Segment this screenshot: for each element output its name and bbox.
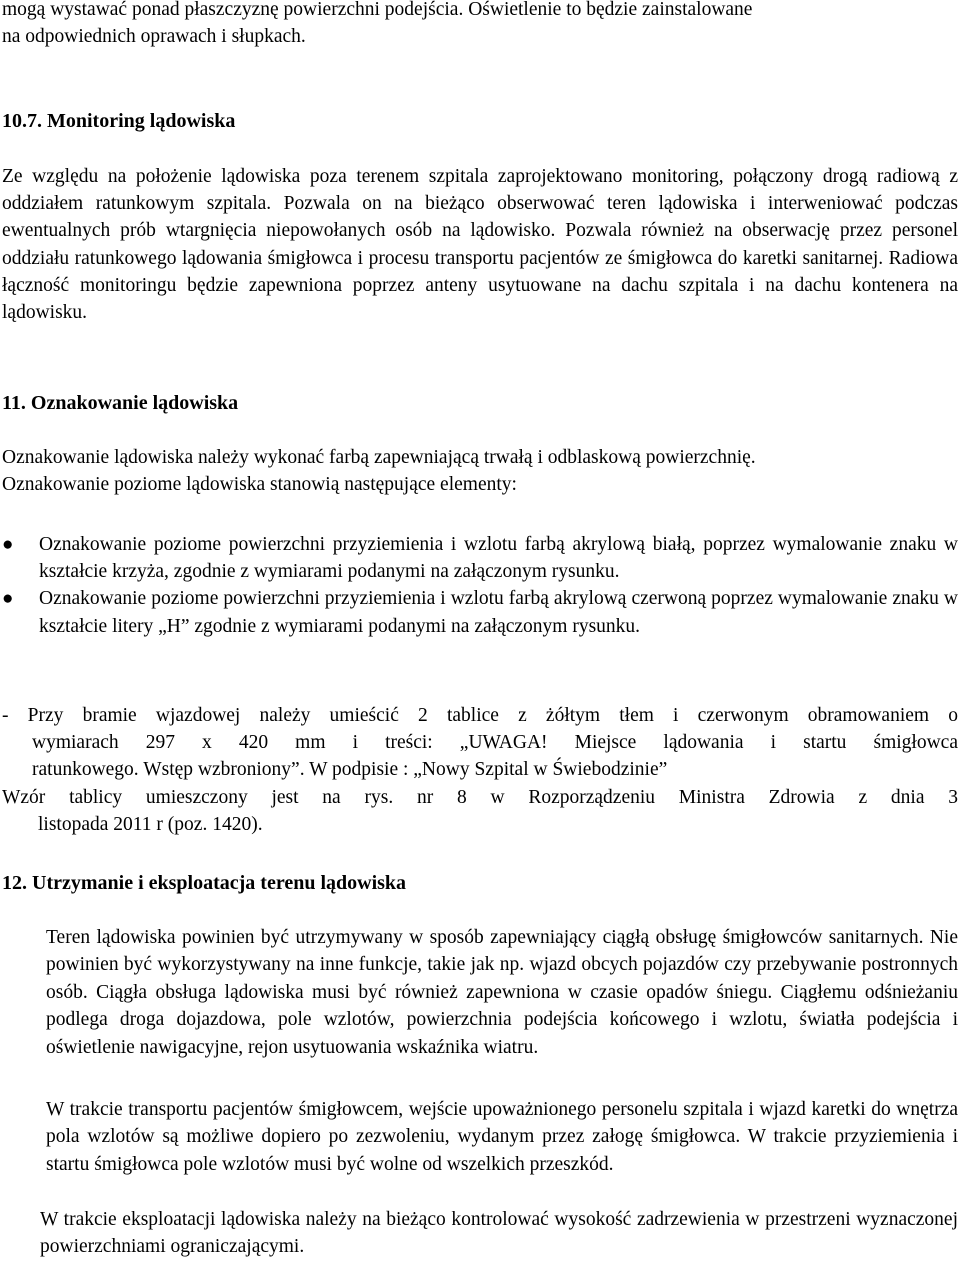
- maintenance-paragraph-2: W trakcie transportu pacjentów śmigłowcem, wejście upoważnionego personelu szpitala i wjazd karetki do wnętrza pola wzlotów są możliwe dopiero po zezwoleniu, wydanym przez załogę śmigłowca. W trakcie przyziemienia i startu śmigłowca pole wzlotów musi być wolne od wszelkich przeszkód.: [46, 1099, 958, 1175]
- top-paragraph: [2, 0, 958, 50]
- maintenance-paragraph-1: Teren lądowiska powinien być utrzymywany w sposób zapewniający ciągłą obsługę śmigłowców sanitarnych. Nie powinien być wykorzystywany na inne funkcje, takie jak np. wjazd obcych pojazdów czy przebywanie postronnych osób. Ciągła obsługa lądowiska musi być również zapewniona w czasie opadów śniegu. Ciągłemu odśnieżaniu podlega droga dojazdowa, pole wzlotów, powierzchnia podejścia końcowego i wzlotu, światła podejścia i oświetlenie nawigacyjne, rejon usytuowania wskaźnika wiatru.: [46, 927, 958, 1058]
- wzor-line-2: listopada 2011 r (poz. 1420).: [38, 813, 263, 835]
- bullet-icon: ●: [2, 534, 14, 555]
- heading-12: 12. Utrzymanie i eksploatacja terenu lądowiska: [2, 872, 407, 894]
- gate-line-1: - Przy bramie wjazdowej należy umieścić 2 tablice z żółtym tłem i czerwonym obramowaniem o: [2, 705, 958, 726]
- list-item-text: Oznakowanie poziome powierzchni przyziemienia i wzlotu farbą akrylową białą, poprzez wymalowanie znaku w kształcie krzyża, zgodnie z wymiarami podanymi na załączonym rysunku.: [39, 534, 958, 583]
- wzor-line-1: Wzór tablicy umieszczony jest na rys. nr 8 w Rozporządzeniu Ministra Zdrowia z dnia 3: [2, 786, 958, 808]
- monitoring-paragraph: Ze względu na położenie lądowiska poza terenem szpitala zaprojektowano monitoring, połączony drogą radiową z oddziałem ratunkowym szpitala. Pozwala on na bieżąco obserwować teren lądowiska i interweniować podczas ewentualnych prób wtargnięcia niepowołanych osób na lądowisko. Pozwala również na obserwację przez personel oddziału ratunkowego lądowania śmigłowca i procesu transportu pacjentów ze śmigłowca do karetki sanitarnej. Radiowa łączność monitoringu będzie zapewniona poprzez anteny usytuowane na dachu szpitala i na dachu kontenera na lądowisku.: [2, 166, 958, 324]
- list-item: [2, 531, 958, 585]
- marking-intro-line-2: Oznakowanie poziome lądowiska stanowią następujące elementy:: [2, 474, 517, 496]
- gate-line-3: ratunkowego. Wstęp wzbroniony”. W podpisie : „Nowy Szpital w Świebodzinie”: [32, 759, 668, 781]
- list-item: [2, 585, 958, 639]
- heading-11: 11. Oznakowanie lądowiska: [2, 392, 239, 414]
- marking-intro: [2, 444, 958, 498]
- gate-line-2: wymiarach 297 x 420 mm i treści: „UWAGA! Miejsce lądowania i startu śmigłowca: [32, 732, 958, 754]
- heading-10-7: 10.7. Monitoring lądowiska: [2, 110, 236, 132]
- marking-intro-line-1: Oznakowanie lądowiska należy wykonać farbą zapewniającą trwałą i odblaskową powierzchnię.: [2, 447, 756, 468]
- gate-sign-paragraph: [2, 702, 958, 838]
- list-item-text: Oznakowanie poziome powierzchni przyziemienia i wzlotu farbą akrylową czerwoną poprzez wymalowanie znaku w kształcie litery „H” zgodnie z wymiarami podanymi na załączonym rysunku.: [39, 588, 958, 637]
- marking-bullet-list: [2, 531, 958, 640]
- bullet-icon: ●: [2, 588, 14, 610]
- maintenance-paragraph-3: W trakcie eksploatacji lądowiska należy na bieżąco kontrolować wysokość zadrzewienia w przestrzeni wyznaczonej powierzchniami ograniczającymi.: [40, 1209, 958, 1258]
- top-line-1: mogą wystawać ponad płaszczyznę powierzchni podejścia. Oświetlenie to będzie zainstalowane: [2, 0, 753, 20]
- top-line-2: na odpowiednich oprawach i słupkach.: [2, 26, 306, 48]
